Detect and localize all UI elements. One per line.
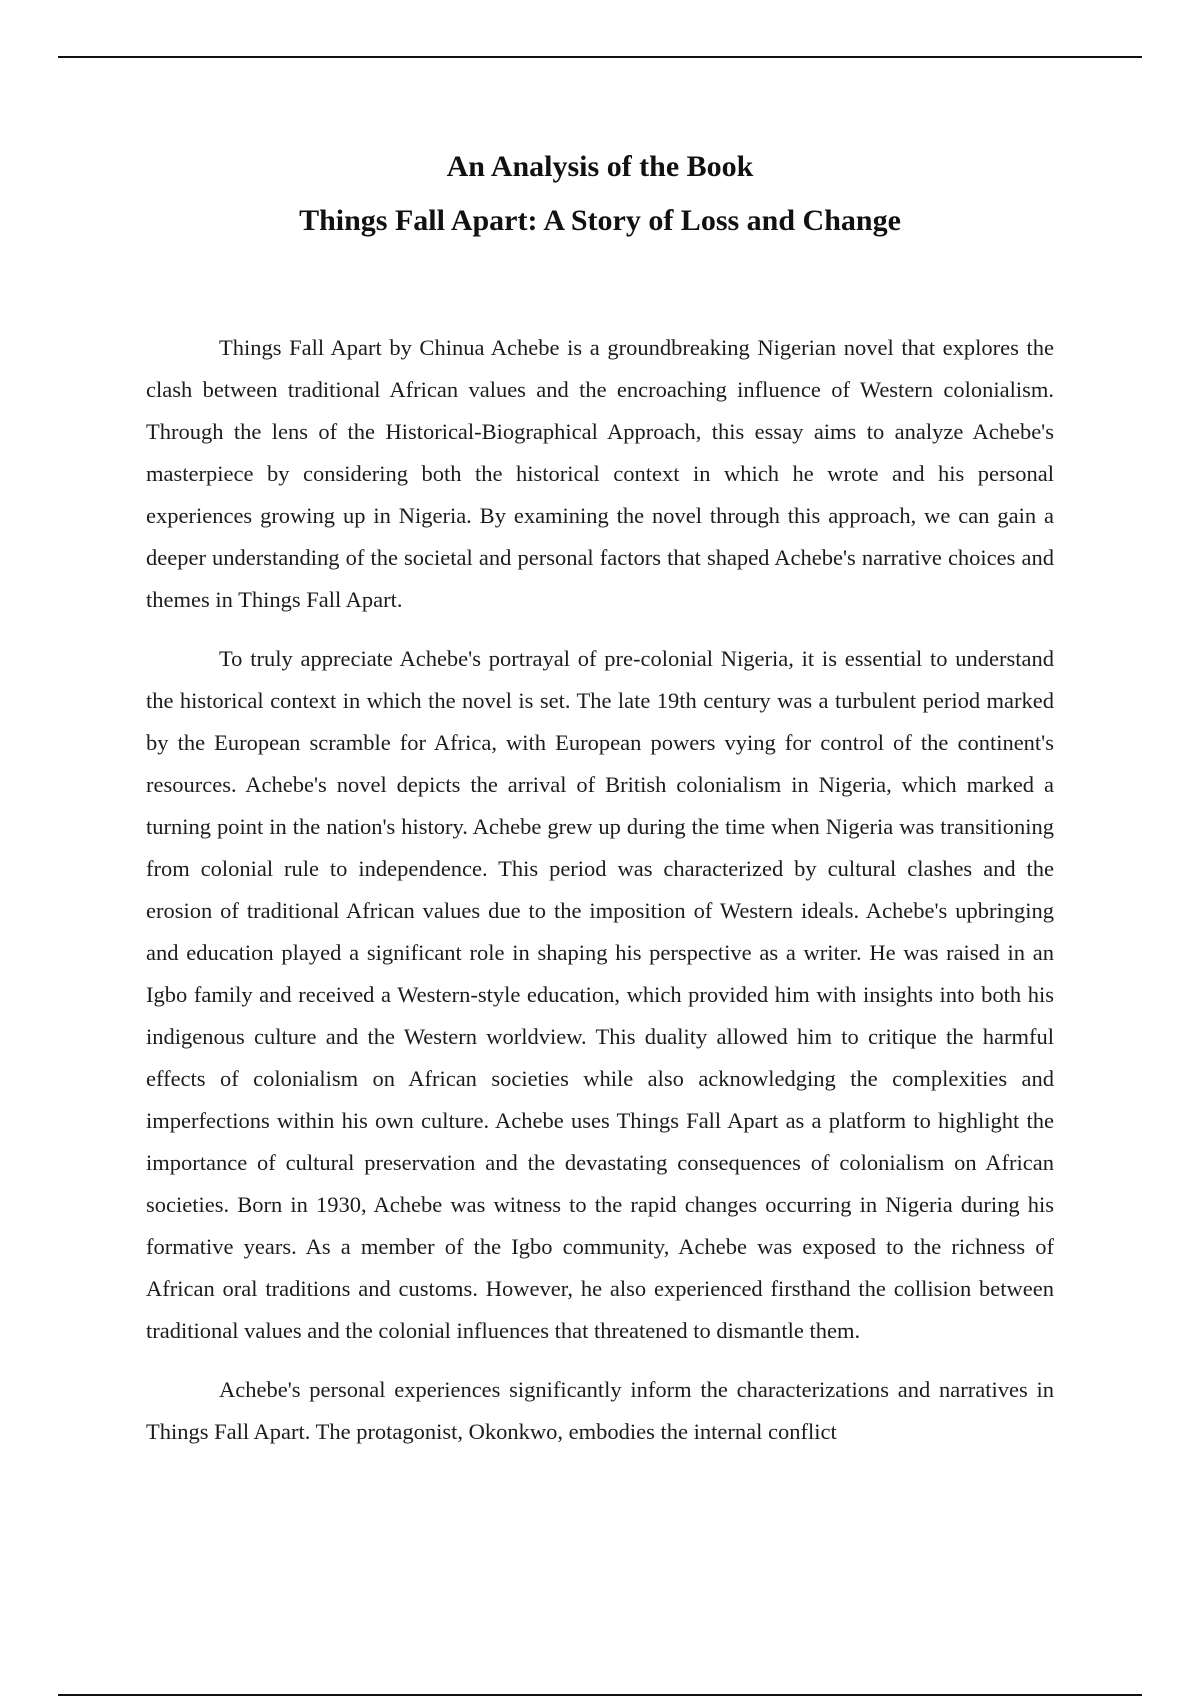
document-body bbox=[146, 327, 1054, 1470]
paragraph-2: To truly appreciate Achebe's portrayal of pre-colonial Nigeria, it is essential to understand the historical context in which the novel is set. The late 19th century was a turbulent period marked by the European scramble for Africa, with European powers vying for control of the continent's resources. Achebe's novel depicts the arrival of British colonialism in Nigeria, which marked a turning point in the nation's history. Achebe grew up during the time when Nigeria was transitioning from colonial rule to independence. This period was characterized by cultural clashes and the erosion of traditional African values due to the imposition of Western ideals. Achebe's upbringing and education played a significant role in shaping his perspective as a writer. He was raised in an Igbo family and received a Western-style education, which provided him with insights into both his indigenous culture and the Western worldview. This duality allowed him to critique the harmful effects of colonialism on African societies while also acknowledging the complexities and imperfections within his own culture. Achebe uses Things Fall Apart as a platform to highlight the importance of cultural preservation and the devastating consequences of colonialism on African societies. Born in 1930, Achebe was witness to the rapid changes occurring in Nigeria during his formative years. As a member of the Igbo community, Achebe was exposed to the richness of African oral traditions and customs. However, he also experienced firsthand the collision between traditional values and the colonial influences that threatened to dismantle them. bbox=[146, 646, 1054, 1343]
title-line-2: Things Fall Apart: A Story of Loss and Change bbox=[299, 204, 901, 237]
title-line-1: An Analysis of the Book bbox=[446, 150, 754, 183]
paragraph-1: Things Fall Apart by Chinua Achebe is a groundbreaking Nigerian novel that explores the clash between traditional African values and the encroaching influence of Western colonialism. Through the lens of the Historical-Biographical Approach, this essay aims to analyze Achebe's masterpiece by considering both the historical context in which he wrote and his personal experiences growing up in Nigeria. By examining the novel through this approach, we can gain a deeper understanding of the societal and personal factors that shaped Achebe's narrative choices and themes in Things Fall Apart. bbox=[146, 335, 1054, 612]
paragraph-3: Achebe's personal experiences significantly inform the characterizations and narratives in Things Fall Apart. The protagonist, Okonkwo, embodies the internal conflict bbox=[146, 1377, 1054, 1444]
footer-rule bbox=[58, 1694, 1142, 1696]
document-title bbox=[0, 140, 1200, 248]
header-rule bbox=[58, 56, 1142, 58]
